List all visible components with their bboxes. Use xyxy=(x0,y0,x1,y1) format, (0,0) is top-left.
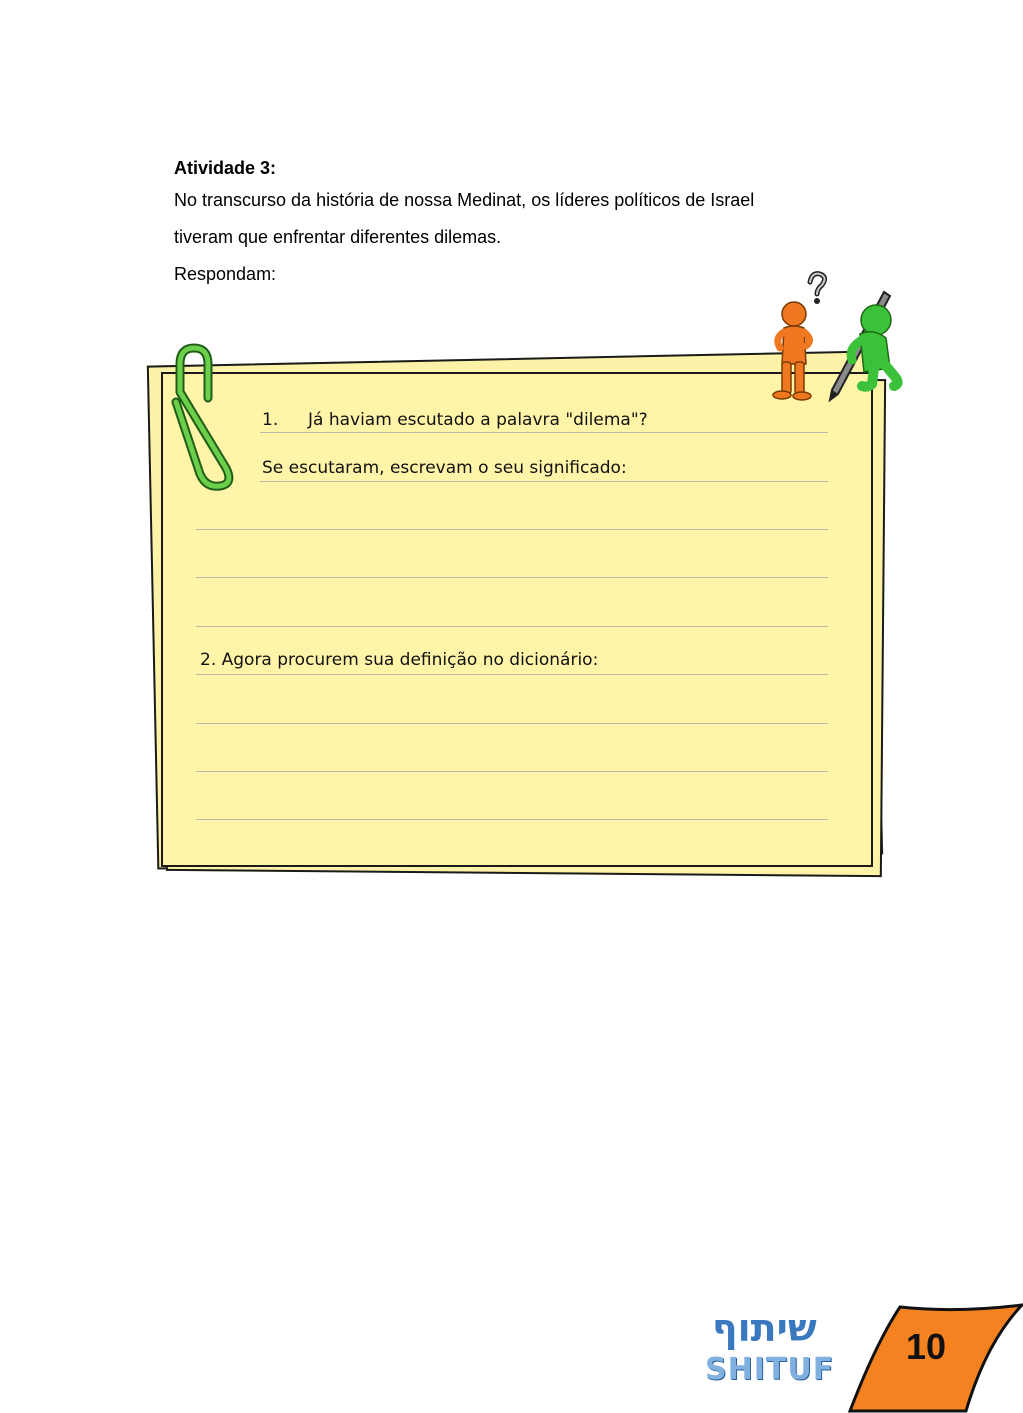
question-1-text: Já haviam escutado a palavra "dilema"? xyxy=(308,410,648,430)
answer-line[interactable] xyxy=(196,577,828,578)
figures-illustration xyxy=(764,268,914,408)
worksheet-note xyxy=(161,372,873,867)
logo-hebrew: שיתוף xyxy=(712,1306,817,1350)
answer-line xyxy=(260,481,828,482)
answer-line xyxy=(260,432,828,433)
logo-latin: SHITUF xyxy=(705,1352,835,1387)
paperclip-icon xyxy=(166,342,246,492)
answer-line[interactable] xyxy=(196,819,828,820)
question-2-text: 2. Agora procurem sua definição no dicionário: xyxy=(200,650,599,670)
question-1-number: 1. xyxy=(262,410,279,430)
activity-line-3: Respondam: xyxy=(174,264,277,284)
page-number: 10 xyxy=(906,1326,947,1367)
answer-line xyxy=(196,674,828,675)
orange-figure xyxy=(773,302,811,400)
activity-heading: Atividade 3: xyxy=(174,158,277,178)
answer-line[interactable] xyxy=(196,771,828,772)
question-1-followup: Se escutaram, escrevam o seu significado: xyxy=(262,458,627,478)
answer-line[interactable] xyxy=(196,529,828,530)
answer-line[interactable] xyxy=(196,626,828,627)
question-mark-icon xyxy=(810,274,825,304)
answer-line[interactable] xyxy=(196,723,828,724)
green-figure xyxy=(851,305,897,387)
activity-line-1: No transcurso da história de nossa Medinat, os líderes políticos de Israel xyxy=(174,190,755,210)
activity-line-2: tiveram que enfrentar diferentes dilemas. xyxy=(174,227,502,247)
